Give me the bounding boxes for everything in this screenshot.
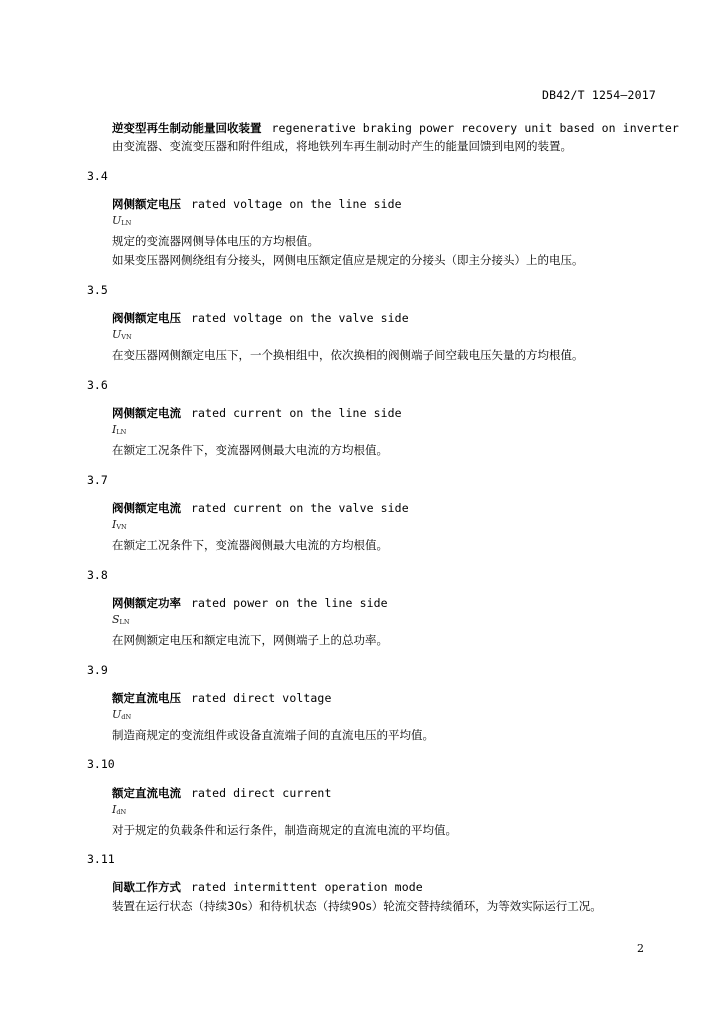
term-symbol: $U_{dN}$ xyxy=(112,708,132,721)
page-header: DB42/T 1254—2017 xyxy=(542,88,656,102)
term-heading xyxy=(112,879,423,895)
term-definition: 规定的变流器网侧导体电压的方均根值。 xyxy=(112,234,319,248)
term-symbol: $S_{LN}$ xyxy=(112,613,130,626)
section-number: 3.4 xyxy=(87,169,108,183)
term-symbol: $U_{VN}$ xyxy=(112,328,132,341)
term-zh: 阀侧额定电流 xyxy=(112,501,181,515)
page-number: 2 xyxy=(637,942,644,955)
term-zh: 逆变型再生制动能量回收装置 xyxy=(112,121,262,135)
term-en: rated current on the valve side xyxy=(191,501,409,515)
term-zh: 阀侧额定电压 xyxy=(112,311,181,325)
section-number: 3.9 xyxy=(87,663,108,677)
term-zh: 网侧额定功率 xyxy=(112,596,181,610)
section-number: 3.11 xyxy=(87,852,115,866)
term-en: regenerative braking power recovery unit based on inverter xyxy=(271,121,679,135)
term-symbol: $I_{VN}$ xyxy=(112,518,127,531)
term-en: rated direct current xyxy=(191,786,332,800)
term-heading xyxy=(112,785,331,801)
intro-term xyxy=(112,120,679,136)
term-definition: 对于规定的负载条件和运行条件，制造商规定的直流电流的平均值。 xyxy=(112,823,457,837)
term-definition: 在网侧额定电压和额定电流下，网侧端子上的总功率。 xyxy=(112,633,388,647)
term-en: rated direct voltage xyxy=(191,691,332,705)
term-en: rated voltage on the line side xyxy=(191,197,402,211)
term-heading xyxy=(112,690,331,706)
term-heading xyxy=(112,310,409,326)
term-heading xyxy=(112,196,402,212)
section-number: 3.7 xyxy=(87,473,108,487)
term-en: rated current on the line side xyxy=(191,406,402,420)
section-number: 3.8 xyxy=(87,568,108,582)
term-definition: 在变压器网侧额定电压下，一个换相组中，依次换相的阀侧端子间空载电压矢量的方均根值。 xyxy=(112,348,584,362)
term-symbol: $U_{LN}$ xyxy=(112,214,132,227)
term-zh: 间歇工作方式 xyxy=(112,880,181,894)
term-heading xyxy=(112,500,409,516)
term-heading xyxy=(112,405,402,421)
intro-definition: 由变流器、变流变压器和附件组成，将地铁列车再生制动时产生的能量回馈到电网的装置。 xyxy=(112,139,572,153)
section-number: 3.5 xyxy=(87,283,108,297)
term-definition: 装置在运行状态（持续30s）和待机状态（持续90s）轮流交替持续循环，为等效实际运行工况。 xyxy=(112,899,602,913)
term-en: rated power on the line side xyxy=(191,596,388,610)
term-en: rated intermittent operation mode xyxy=(191,880,423,894)
term-zh: 网侧额定电压 xyxy=(112,197,181,211)
term-definition: 在额定工况条件下，变流器阀侧最大电流的方均根值。 xyxy=(112,538,388,552)
section-number: 3.6 xyxy=(87,378,108,392)
section-number: 3.10 xyxy=(87,757,115,771)
term-zh: 网侧额定电流 xyxy=(112,406,181,420)
term-definition: 制造商规定的变流组件或设备直流端子间的直流电压的平均值。 xyxy=(112,728,434,742)
term-en: rated voltage on the valve side xyxy=(191,311,409,325)
term-definition: 在额定工况条件下，变流器网侧最大电流的方均根值。 xyxy=(112,443,388,457)
term-symbol: $I_{dN}$ xyxy=(112,803,127,816)
term-definition: 如果变压器网侧绕组有分接头，网侧电压额定值应是规定的分接头（即主分接头）上的电压。 xyxy=(112,253,584,267)
term-heading xyxy=(112,595,388,611)
term-zh: 额定直流电压 xyxy=(112,691,181,705)
term-symbol: $I_{LN}$ xyxy=(112,423,127,436)
term-zh: 额定直流电流 xyxy=(112,786,181,800)
